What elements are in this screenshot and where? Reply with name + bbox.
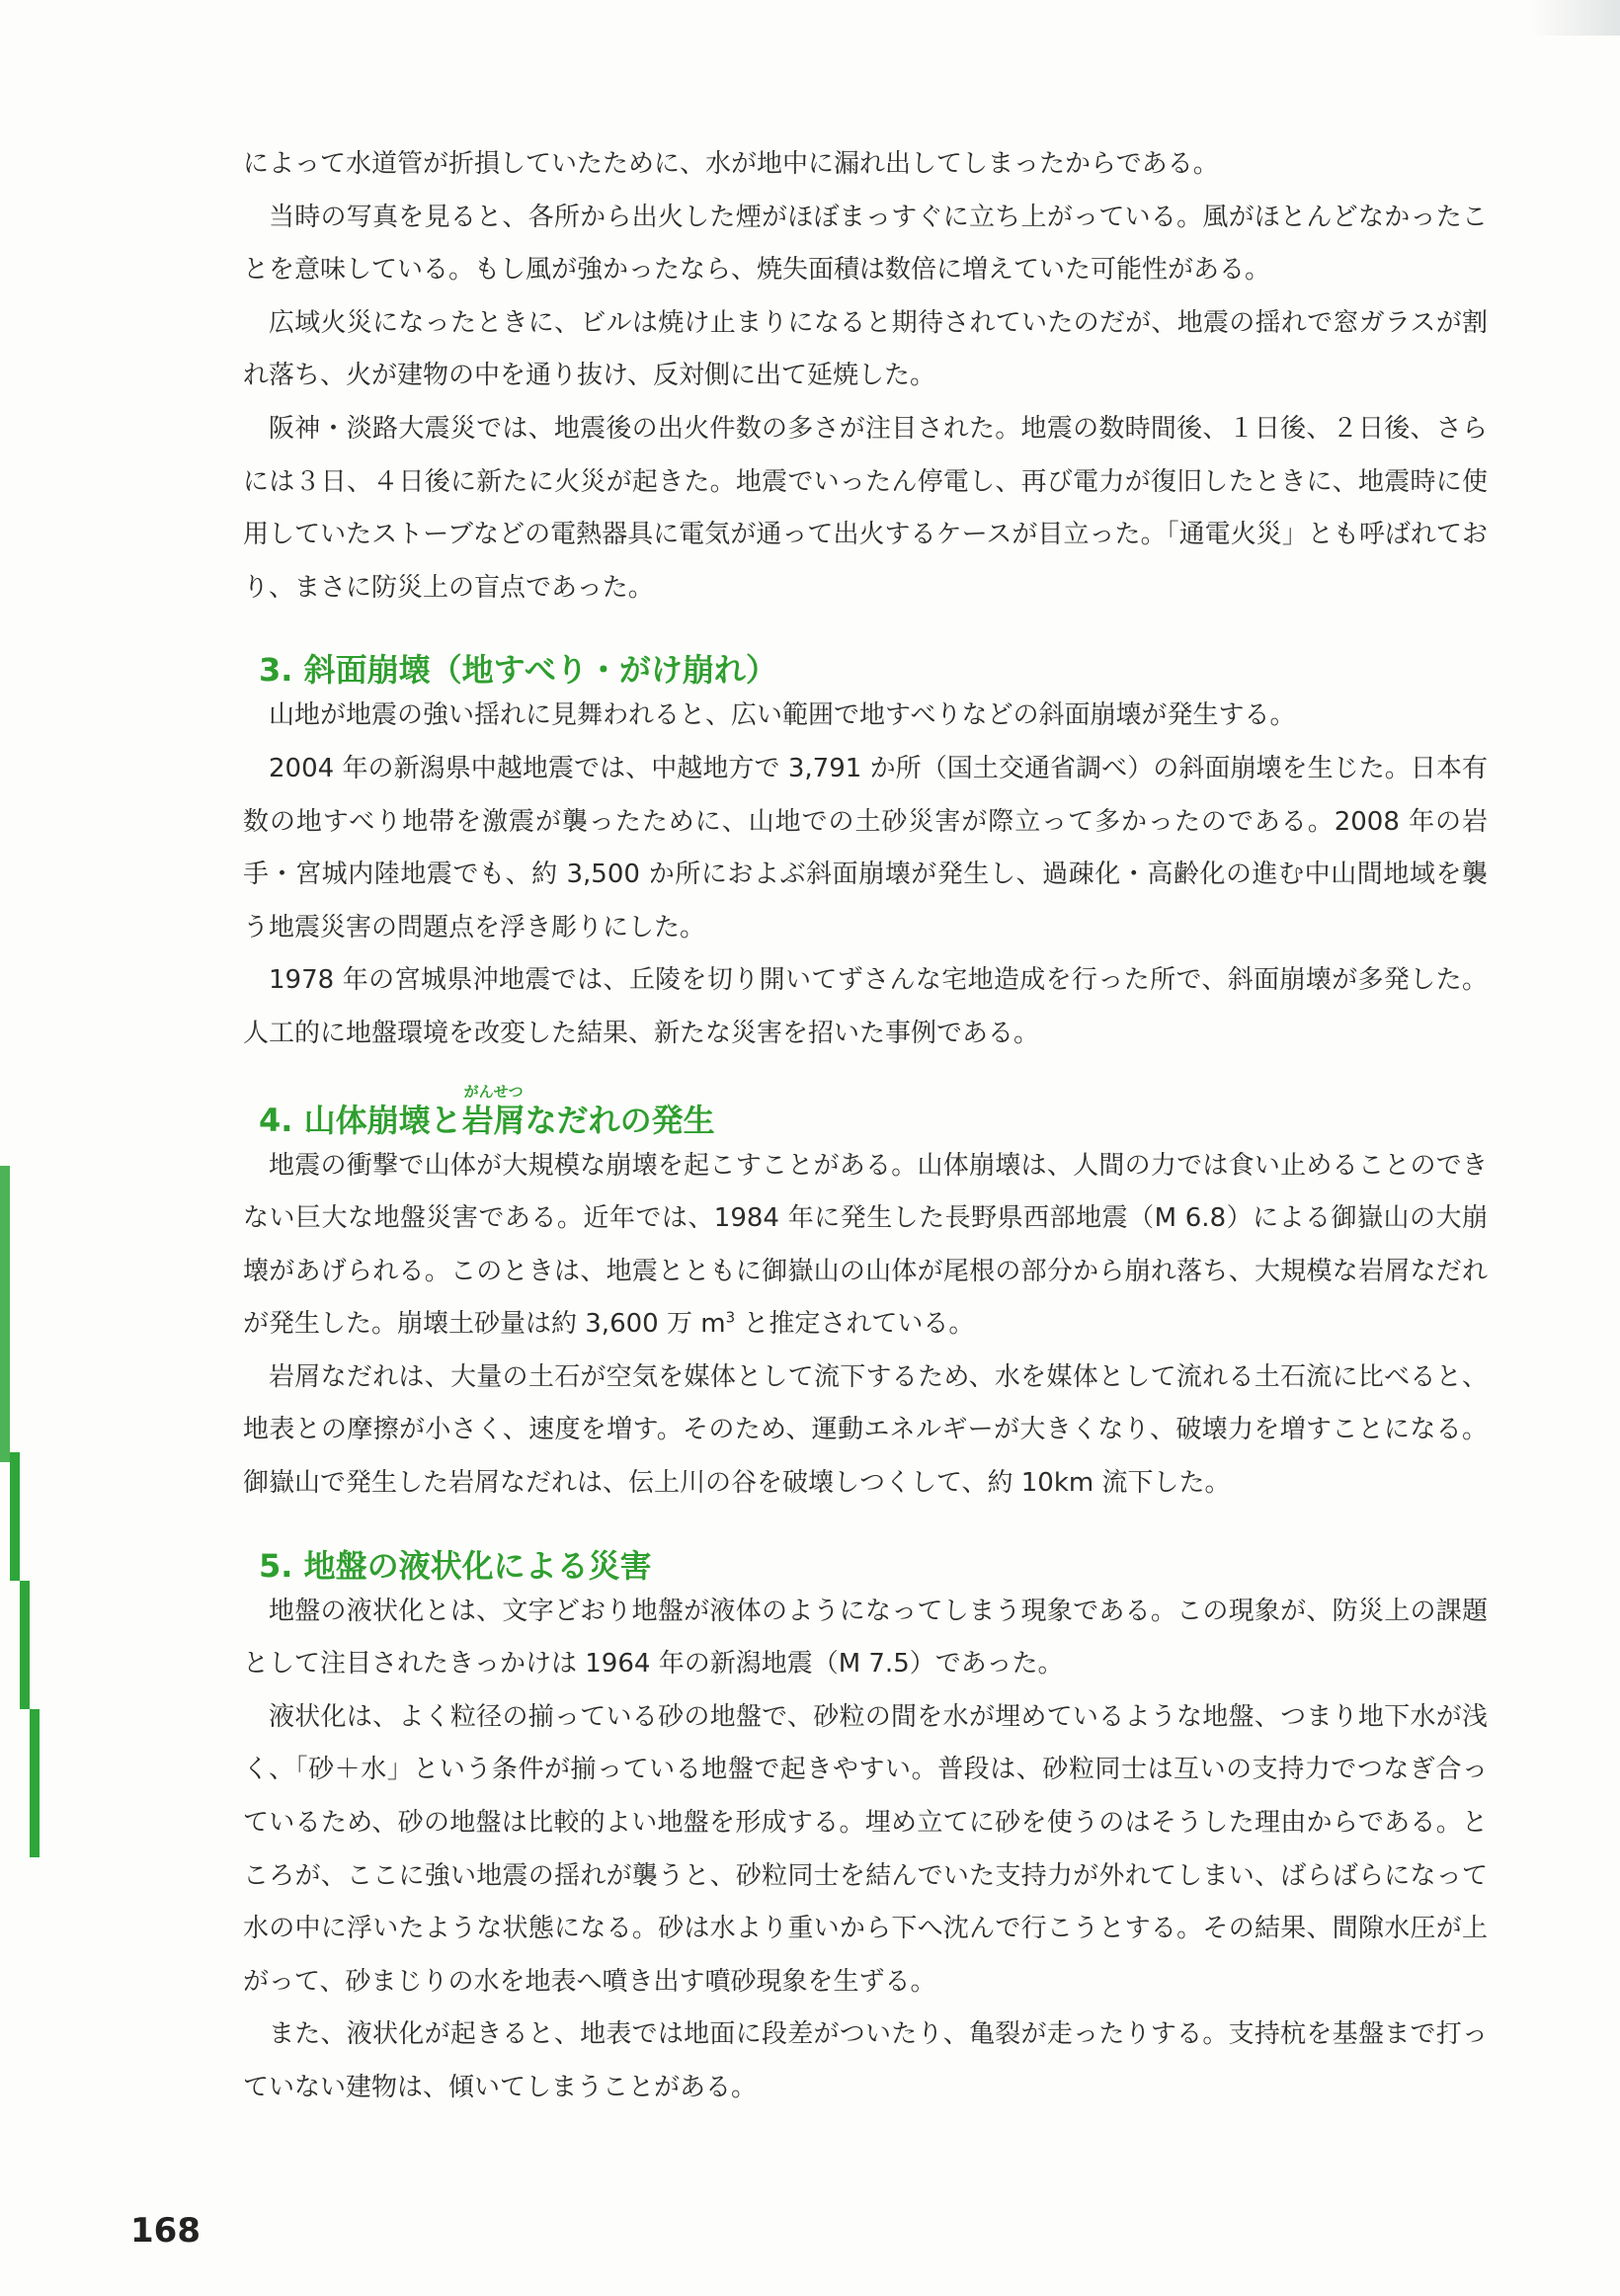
paragraph: 広域火災になったときに、ビルは焼け止まりになると期待されていたのだが、地震の揺れで窓ガラスが割れ落ち、火が建物の中を通り抜け、反対側に出て延焼した。 [243,307,1488,391]
heading-text: なだれの発生 [525,1101,715,1139]
paragraph: 当時の写真を見ると、各所から出火した煙がほぼまっすぐに立ち上がっている。風がほとんどなかったことを意味している。もし風が強かったなら、焼失面積は数倍に増えていた可能性がある。 [243,202,1488,286]
body-text [243,138,1488,2115]
paragraph [243,1140,1488,1352]
ruby-reading: がんせつ [463,1082,524,1101]
page-corner-shadow [1531,0,1620,36]
paragraph: 液状化は、よく粒径の揃っている砂の地盤で、砂粒の間を水が埋めているような地盤、つまり地下水が浅く、「砂＋水」という条件が揃っている地盤で起きやすい。普段は、砂粒同士は互いの支持力でつなぎ合っているため、砂の地盤は比較的よい地盤を形成する。埋め立てに砂を使うのはそうした理由からである。ところが、ここに強い地震の揺れが襲うと、砂粒同士を結んでいた支持力が外れてしまい、ばらばらになって水の中に浮いたような状態になる。砂は水より重いから下へ沈んで行こうとする。その結果、間隙水圧が上がって、砂まじりの水を地表へ噴き出す噴砂現象を生ずる。 [243,1701,1488,1997]
thumb-index-tab [20,1581,30,1709]
paragraph: 山地が地震の強い揺れに見舞われると、広い範囲で地すべりなどの斜面崩壊が発生する。 [269,700,1296,731]
ruby [461,1082,526,1140]
heading-text: 4. 山体崩壊と [259,1101,462,1139]
paragraph-text: と推定されている。 [735,1309,975,1340]
paragraph: 2004 年の新潟県中越地震では、中越地方で 3,791 か所（国土交通省調べ）の斜面崩壊を生じた。日本有数の地すべり地帯を激震が襲ったために、山地での土砂災害が際立って多かったのである。2008 年の岩手・宮城内陸地震でも、約 3,500 か所におよぶ斜面崩壊が発生し、過疎化・高齢化の進む中山間地域を襲う地震災害の問題点を浮き彫りにした。 [243,753,1488,943]
thumb-index-tab [0,1166,10,1462]
section-heading-5: 5. 地盤の液状化による災害 [259,1546,652,1585]
paragraph: 阪神・淡路大震災では、地震後の出火件数の多さが注目された。地震の数時間後、１日後、２日後、さらには３日、４日後に新たに火災が起きた。地震でいったん停電し、再び電力が復旧したときに、地震時に使用していたストーブなどの電熱器具に電気が通って出火するケースが目立った。「通電火災」とも呼ばれており、まさに防災上の盲点であった。 [243,413,1488,603]
thumb-index-tab [10,1452,20,1581]
paragraph: また、液状化が起きると、地表では地面に段差がついたり、亀裂が走ったりする。支持杭を基盤まで打っていない建物は、傾いてしまうことがある。 [243,2019,1488,2102]
page-number: 168 [130,2211,201,2251]
paragraph: 1978 年の宮城県沖地震では、丘陵を切り開いてずさんな宅地造成を行った所で、斜面崩壊が多発した。人工的に地盤環境を改変した結果、新たな災害を招いた事例である。 [243,965,1488,1048]
paragraph-text: 地震の衝撃で山体が大規模な崩壊を起こすことがある。山体崩壊は、人間の力では食い止めることのできない巨大な地盤災害である。近年では、1984 年に発生した長野県西部地震（M 6.8）による御嶽山の大崩壊があげられる。このときは、地震とともに御嶽山の山体が尾根の部分から崩れ落ち、大規模な岩屑なだれが発生した。崩壊土砂量は約 3,600 万 m [243,1150,1488,1340]
section-heading-3: 3. 斜面崩壊（地すべり・がけ崩れ） [259,651,777,690]
section-heading-4 [243,1082,1488,1140]
thumb-index-tab [30,1709,40,1857]
paragraph: によって水道管が折損していたために、水が地中に漏れ出してしまったからである。 [243,149,1219,179]
superscript: 3 [725,1308,736,1327]
paragraph: 岩屑なだれは、大量の土石が空気を媒体として流下するため、水を媒体として流れる土石流に比べると、地表との摩擦が小さく、速度を増す。そのため、運動エネルギーが大きくなり、破壊力を増すことになる。御嶽山で発生した岩屑なだれは、伝上川の谷を破壊しつくして、約 10km 流下した。 [243,1361,1488,1499]
paragraph: 地盤の液状化とは、文字どおり地盤が液体のようになってしまう現象である。この現象が、防災上の課題として注目されたきっかけは 1964 年の新潟地震（M 7.5）であった。 [243,1596,1488,1680]
ruby-base: 岩屑 [461,1101,526,1139]
